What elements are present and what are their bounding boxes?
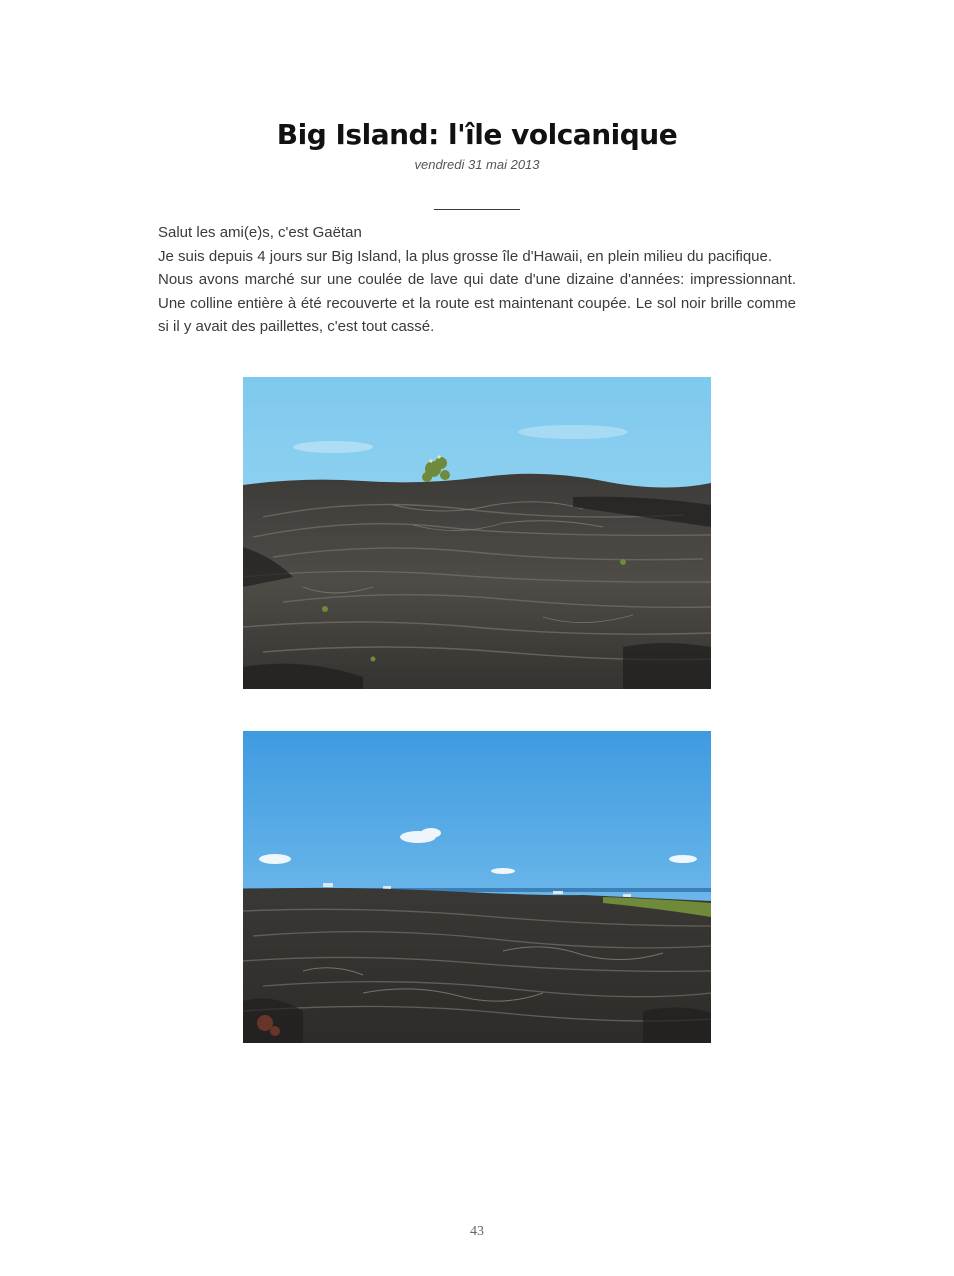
title-separator: ___________: [434, 194, 520, 210]
article-body: [158, 221, 796, 339]
lava-field-photo-1: [243, 377, 711, 689]
lava-field-image-2: [243, 731, 711, 1043]
post-date: vendredi 31 mai 2013: [414, 157, 540, 172]
paragraph-greeting: Salut les ami(e)s, c'est Gaëtan: [158, 224, 362, 241]
paragraph-location: Je suis depuis 4 jours sur Big Island, la plus grosse île d'Hawaii, en plein milieu du pacifique.: [158, 247, 773, 265]
lava-field-photo-2: [243, 731, 711, 1043]
lava-field-image-1: [243, 377, 711, 689]
page-title: Big Island: l'île volcanique: [276, 118, 678, 151]
paragraph-lava-walk: Nous avons marché sur une coulée de lave qui date d'une dizaine d'années: impressionnant. Une colline entière à été recouverte et la route est maintenant coupée. Le sol noir brille comme si il y avait des paillettes, c'est tout cassé.: [158, 271, 796, 335]
page-number: 43: [470, 1224, 484, 1239]
